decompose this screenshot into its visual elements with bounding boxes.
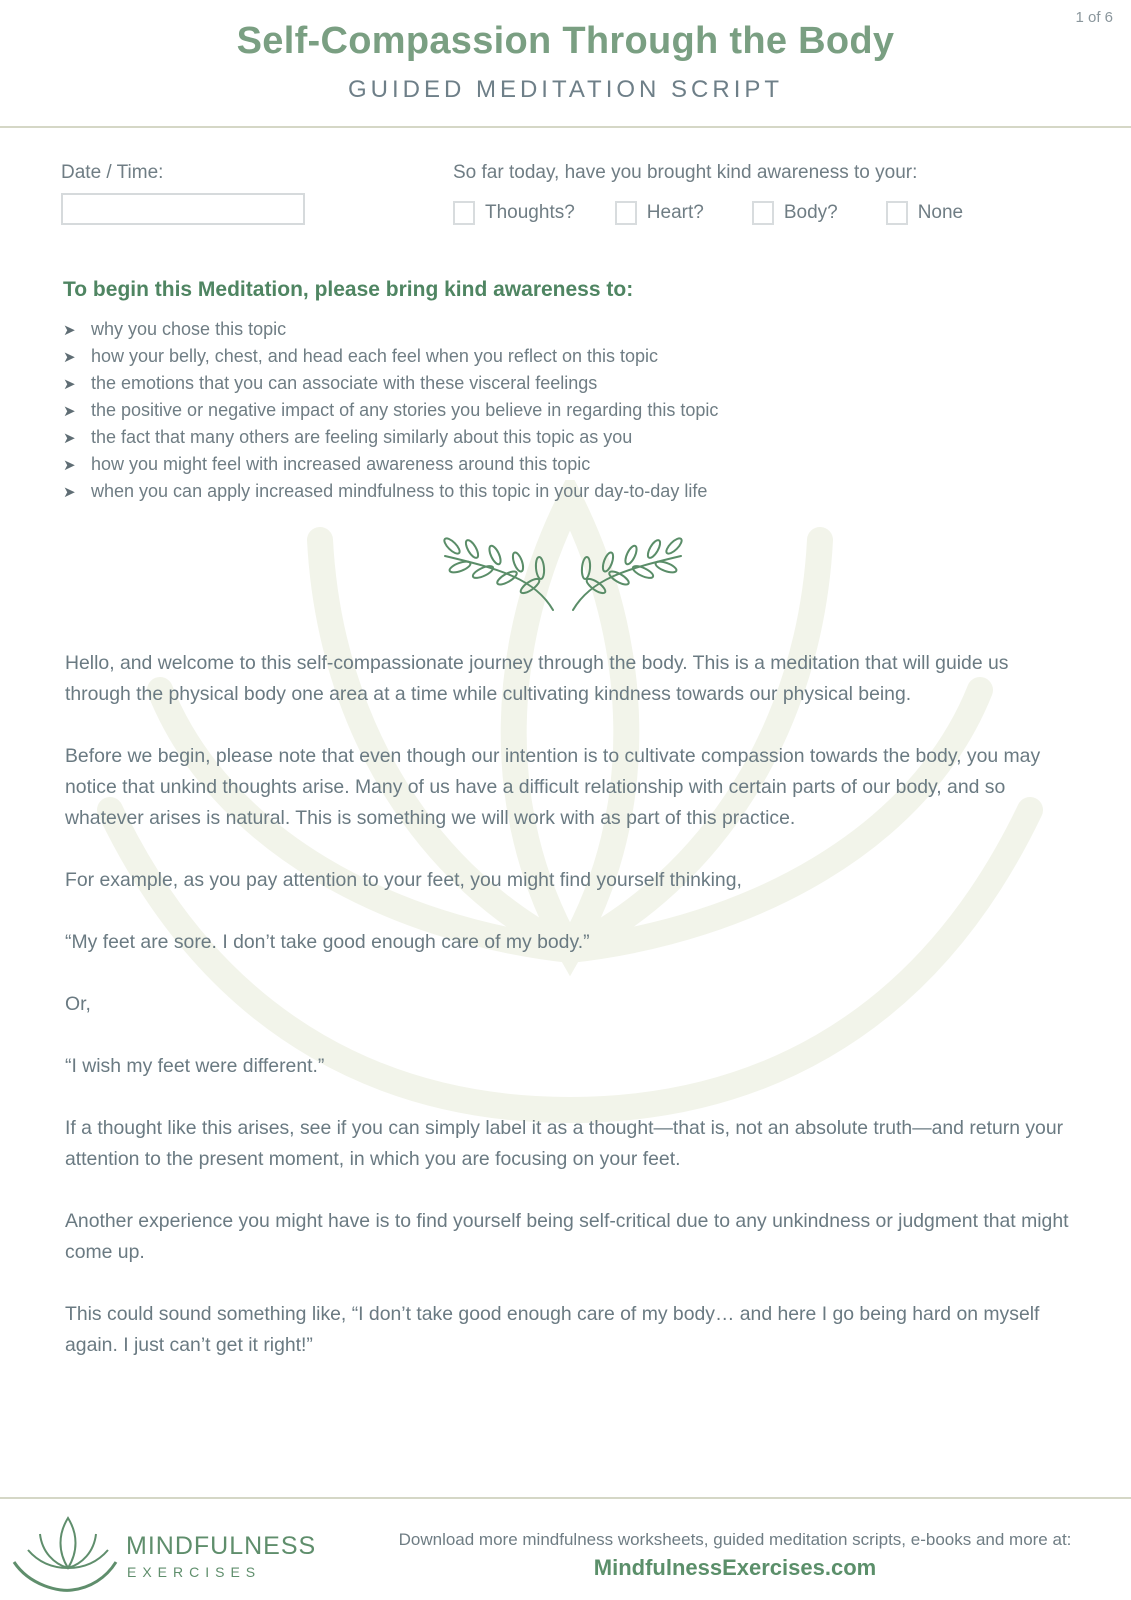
awareness-question: So far today, have you brought kind awareness to your: bbox=[453, 162, 918, 183]
date-time-input[interactable] bbox=[61, 193, 305, 225]
intro-list bbox=[63, 316, 718, 505]
paragraph: “My feet are sore. I don’t take good enough care of my body.” bbox=[65, 931, 590, 953]
paragraph: Another experience you might have is to find yourself being self-critical due to any unkindness or judgment that might come up. bbox=[65, 1210, 1069, 1263]
website-link[interactable]: MindfulnessExercises.com bbox=[593, 1555, 877, 1580]
header bbox=[0, 0, 1131, 128]
arrow-bullet-icon: ➤ bbox=[63, 348, 76, 366]
paragraph: If a thought like this arises, see if you can simply label it as a thought—that is, not an absolute truth—and return your attention to the present moment, in which you are focusing on your feet. bbox=[65, 1117, 1064, 1170]
list-item bbox=[63, 451, 718, 478]
list-item-text: when you can apply increased mindfulness to this topic in your day-to-day life bbox=[91, 481, 708, 501]
paragraph: Hello, and welcome to this self-compassionate journey through the body. This is a meditation that will guide us through the physical body one area at a time while cultivating kindness towards our physical being. bbox=[65, 652, 1009, 705]
list-item bbox=[63, 316, 718, 343]
list-item bbox=[63, 478, 718, 505]
arrow-bullet-icon: ➤ bbox=[63, 483, 76, 501]
page-title: Self-Compassion Through the Body bbox=[236, 20, 895, 62]
checkbox-heart[interactable] bbox=[615, 201, 704, 225]
arrow-bullet-icon: ➤ bbox=[63, 456, 76, 474]
footer-note: Download more mindfulness worksheets, guided meditation scripts, e-books and more at: bbox=[398, 1530, 1072, 1549]
footer-divider bbox=[0, 1497, 1131, 1499]
checkbox-box[interactable] bbox=[453, 201, 475, 225]
script-body bbox=[65, 648, 1075, 1392]
paragraph: “I wish my feet were different.” bbox=[65, 1055, 325, 1077]
checkbox-box[interactable] bbox=[615, 201, 637, 225]
checkbox-label: Thoughts? bbox=[485, 202, 575, 223]
list-item-text: the fact that many others are feeling similarly about this topic as you bbox=[91, 427, 633, 447]
checkbox-label: None bbox=[917, 202, 964, 223]
checkbox-label: Body? bbox=[783, 202, 838, 223]
paragraph: For example, as you pay attention to your feet, you might find yourself thinking, bbox=[65, 869, 742, 891]
page-indicator: 1 of 6 bbox=[1075, 9, 1113, 26]
checkbox-none[interactable] bbox=[886, 201, 963, 225]
checkbox-label: Heart? bbox=[646, 202, 704, 223]
list-item-text: the emotions that you can associate with these visceral feelings bbox=[91, 373, 598, 393]
arrow-bullet-icon: ➤ bbox=[63, 321, 76, 339]
brand-name: MINDFULNESS bbox=[126, 1532, 317, 1560]
brand-tagline: EXERCISES bbox=[127, 1564, 262, 1580]
intro-heading: To begin this Meditation, please bring kind awareness to: bbox=[63, 278, 634, 301]
list-item bbox=[63, 370, 718, 397]
arrow-bullet-icon: ➤ bbox=[63, 402, 76, 420]
paragraph: This could sound something like, “I don’t take good enough care of my body… and here I go being hard on myself again. I just can’t get it right!” bbox=[65, 1303, 1040, 1356]
list-item-text: how you might feel with increased awareness around this topic bbox=[91, 454, 591, 474]
paragraph: Before we begin, please note that even though our intention is to cultivate compassion towards the body, you may notice that unkind thoughts arise. Many of us have a difficult relationship with certain parts of our body, and so whatever arises is natural. This is something we will work with as part of this practice. bbox=[65, 745, 1041, 829]
awareness-checkboxes bbox=[453, 201, 963, 225]
page-subtitle: GUIDED MEDITATION SCRIPT bbox=[347, 76, 784, 103]
arrow-bullet-icon: ➤ bbox=[63, 375, 76, 393]
list-item bbox=[63, 343, 718, 370]
checkbox-thoughts[interactable] bbox=[453, 201, 575, 225]
checkbox-body[interactable] bbox=[752, 201, 838, 225]
list-item bbox=[63, 397, 718, 424]
list-item-text: why you chose this topic bbox=[91, 319, 287, 339]
arrow-bullet-icon: ➤ bbox=[63, 429, 76, 447]
checkbox-box[interactable] bbox=[752, 201, 774, 225]
list-item bbox=[63, 424, 718, 451]
lotus-logo-icon bbox=[10, 1512, 120, 1594]
list-item-text: the positive or negative impact of any stories you believe in regarding this topic bbox=[91, 400, 719, 420]
list-item-text: how your belly, chest, and head each feel when you reflect on this topic bbox=[91, 346, 659, 366]
date-time-label: Date / Time: bbox=[61, 162, 164, 183]
checkbox-box[interactable] bbox=[886, 201, 908, 225]
laurel-icon bbox=[440, 534, 686, 612]
paragraph: Or, bbox=[65, 993, 91, 1015]
